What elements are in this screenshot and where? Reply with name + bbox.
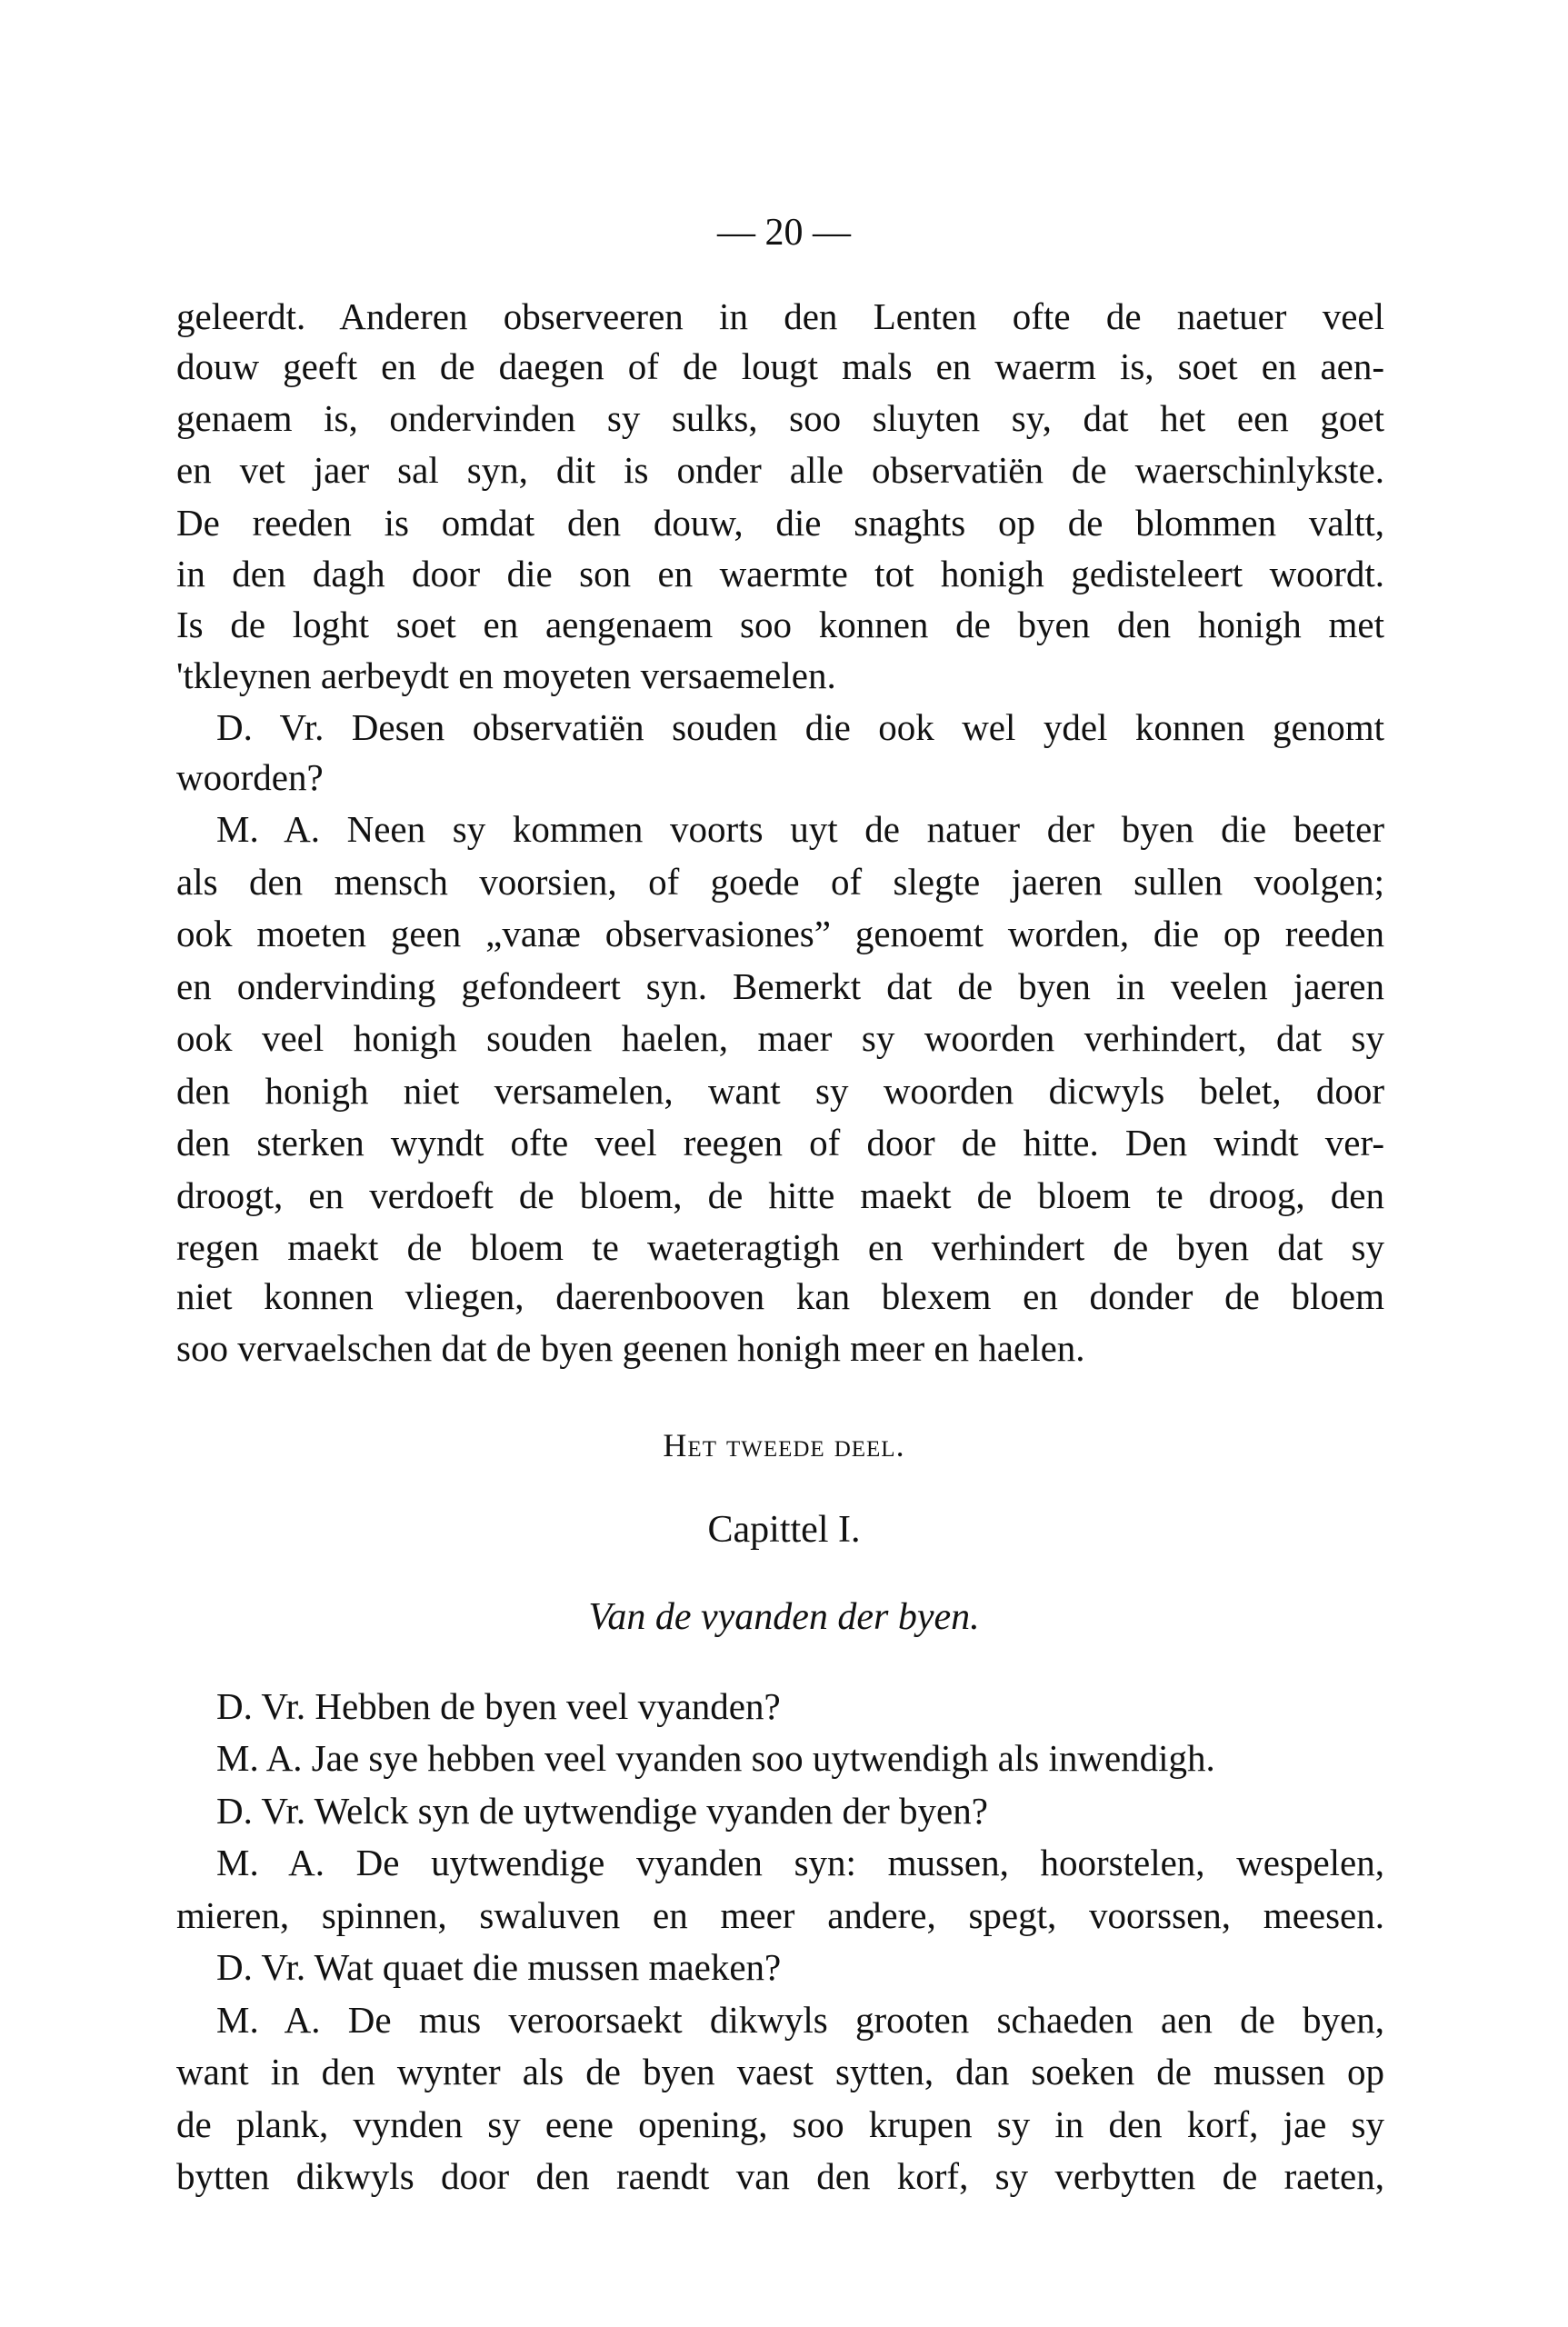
text-line: als den mensch voorsien, of goede of slegte jaeren sullen voolgen; (176, 861, 1384, 903)
text-line: Is de loght soet en aengenaem soo konnen de byen den honigh met (176, 604, 1384, 645)
text-line: M. A. Neen sy kommen voorts uyt de natuer der byen die beeter (216, 808, 1384, 850)
text-line: D. Vr. Hebben de byen veel vyanden? (216, 1685, 781, 1727)
text-line: genaem is, ondervinden sy sulks, soo sluyten sy, dat het een goet (176, 397, 1384, 439)
text-line: bytten dikwyls door den raendt van den korf, sy verbytten de raeten, (176, 2155, 1384, 2197)
text-line: mieren, spinnen, swaluven en meer andere, spegt, voorssen, meesen. (176, 1894, 1384, 1936)
text-line: niet konnen vliegen, daerenbooven kan blexem en donder de bloem (176, 1275, 1384, 1317)
text-line: want in den wynter als de byen vaest sytten, dan soeken de mussen op (176, 2051, 1384, 2092)
text-line: woorden? (176, 756, 324, 798)
text-line: 'tkleynen aerbeydt en moyeten versaemelen. (176, 654, 836, 696)
text-line: D. Vr. Desen observatiën souden die ook wel ydel konnen genomt (216, 706, 1384, 748)
text-line: ook veel honigh souden haelen, maer sy woorden verhindert, dat sy (176, 1017, 1384, 1059)
text-line: De reeden is omdat den douw, die snaghts op de blommen valtt, (176, 502, 1384, 544)
text-line: soo vervaelschen dat de byen geenen honigh meer en haelen. (176, 1327, 1085, 1369)
text-line: den honigh niet versamelen, want sy woorden dicwyls belet, door (176, 1070, 1384, 1112)
text-line: M. A. Jae sye hebben veel vyanden soo uytwendigh als inwendigh. (216, 1737, 1215, 1779)
text-line: den sterken wyndt ofte veel reegen of door de hitte. Den windt ver- (176, 1122, 1384, 1164)
text-line: M. A. De mus veroorsaekt dikwyls grooten schaeden aen de byen, (216, 1999, 1384, 2041)
text-line: de plank, vynden sy eene opening, soo krupen sy in den korf, jae sy (176, 2103, 1384, 2145)
text-line: droogt, en verdoeft de bloem, de hitte maekt de bloem te droog, den (176, 1174, 1384, 1216)
text-line: en ondervinding gefondeert syn. Bemerkt dat de byen in veelen jaeren (176, 965, 1384, 1007)
text-line: D. Vr. Wat quaet die mussen maeken? (216, 1946, 782, 1988)
text-line: en vet jaer sal syn, dit is onder alle observatiën de waerschinlykste. (176, 449, 1384, 491)
chapter-heading: Capittel I. (707, 1509, 861, 1551)
text-line: ook moeten geen „vanæ observasiones” genoemt worden, die op reeden (176, 913, 1384, 954)
text-line: M. A. De uytwendige vyanden syn: mussen, hoorstelen, wespelen, (216, 1842, 1384, 1883)
text-line: douw geeft en de daegen of de lougt mals en waerm is, soet en aen- (176, 345, 1384, 387)
part-heading: Het tweede deel. (663, 1427, 905, 1463)
page-number: — 20 — (717, 212, 851, 254)
text-line: geleerdt. Anderen observeeren in den Lenten ofte de naetuer veel (176, 295, 1384, 337)
text-line: D. Vr. Welck syn de uytwendige vyanden der byen? (216, 1790, 988, 1832)
text-line: regen maekt de bloem te waeteragtigh en verhindert de byen dat sy (176, 1226, 1384, 1268)
chapter-title: Van de vyanden der byen. (588, 1596, 980, 1638)
text-line: in den dagh door die son en waermte tot honigh gedisteleert woordt. (176, 553, 1384, 594)
